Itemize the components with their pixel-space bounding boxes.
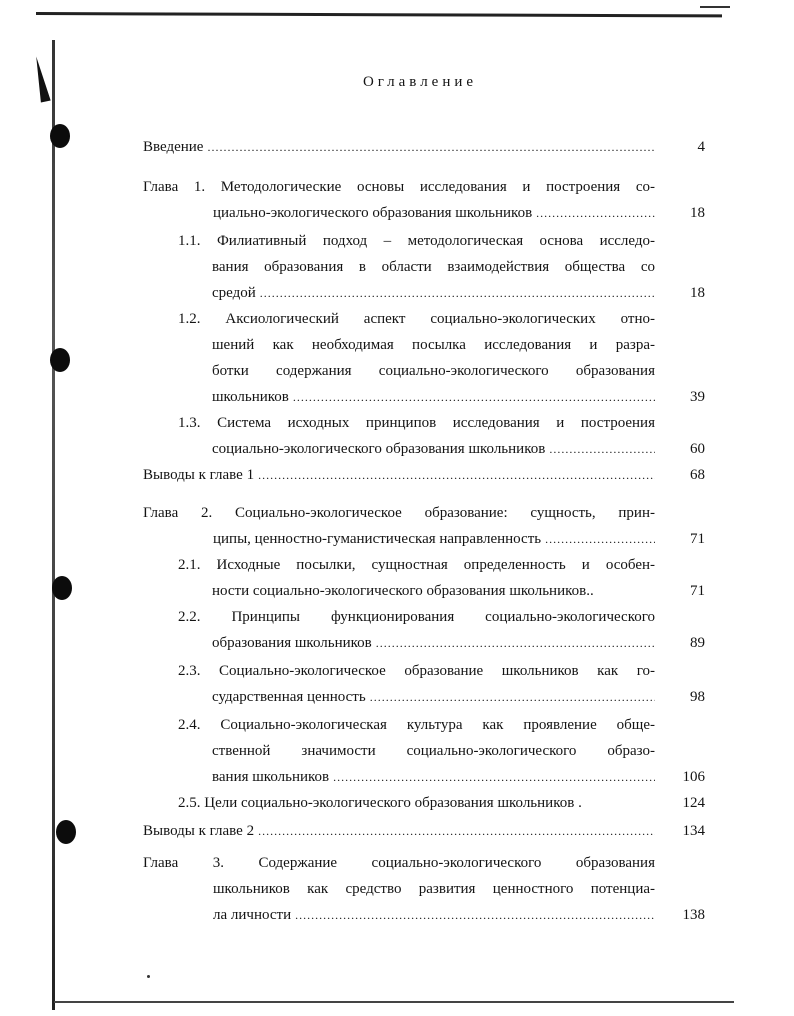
toc-entry-section-2-1[interactable] [178,552,705,604]
toc-page-number: 98 [690,689,705,705]
leader-dots [376,630,655,656]
toc-entry-text: Выводы к главе 2 [143,823,255,839]
leader-dots [258,818,655,844]
toc-entry-text: 1.2. Аксиологический аспект социально-экологических отно- [178,311,655,327]
toc-page-number: 134 [682,823,705,839]
scan-edge-bottom [54,1001,734,1003]
toc-entry-text: 1.1. Филиативный подход – методологическая основа исследо- [178,233,655,249]
toc-entry-text: сударственная ценность [212,689,366,705]
toc-entry-text: Введение [143,139,204,155]
toc-entry-conclusions-2[interactable] [143,818,705,844]
toc-entry-section-2-3[interactable] [178,658,705,710]
scan-edge-left [52,40,55,1010]
punch-hole [50,348,70,372]
toc-entry-text: Глава 2. Социально-экологическое образование: сущность, прин- [143,505,655,521]
toc-page-number: 18 [690,285,705,301]
toc-entry-text: шений как необходимая посылка исследования и разра- [212,337,655,353]
toc-entry-section-2-5[interactable] [178,790,705,816]
toc-entry-section-2-4[interactable] [178,712,705,790]
scan-edge-top [36,12,722,17]
toc-page-number: 71 [690,583,705,599]
toc-entry-text: 1.3. Система исходных принципов исследования и построения [178,415,655,431]
toc-page-number: 124 [682,795,705,811]
page-title: Оглавление [362,74,478,90]
toc-page-number: 106 [682,769,705,785]
leader-dots [545,526,655,552]
leader-dots [260,280,655,306]
leader-dots [536,200,655,226]
leader-dots [258,462,655,488]
toc-entry-text: социально-экологического образования школьников [212,441,546,457]
toc-entry-chapter-3[interactable] [143,850,705,928]
toc-page-number: 68 [690,467,705,483]
toc-entry-text: 2.5. Цели социально-экологического образования школьников . [178,795,582,811]
punch-hole [50,124,70,148]
toc-entry-text: Глава 3. Содержание социально-экологического образования [143,855,655,871]
leader-dots [293,384,655,410]
toc-page-number: 138 [682,907,705,923]
toc-entry-text: 2.4. Социально-экологическая культура как проявление обще- [178,717,655,733]
toc-entry-text: 2.1. Исходные посылки, сущностная определенность и особен- [178,557,655,573]
toc-entry-chapter-1[interactable] [143,174,705,226]
toc-entry-section-1-2[interactable] [178,306,705,410]
toc-entry-text: школьников [212,389,289,405]
toc-page-number: 4 [697,139,705,155]
toc-entry-text: циально-экологического образования школьников [213,205,533,221]
toc-entry-section-2-2[interactable] [178,604,705,656]
toc-entry-text: образования школьников [212,635,372,651]
toc-page-number: 89 [690,635,705,651]
toc-entry-text: вания школьников [212,769,330,785]
toc-entry-section-1-1[interactable] [178,228,705,306]
toc-entry-text: 2.2. Принципы функционирования социально-экологического [178,609,655,625]
toc-page-number: 18 [690,205,705,221]
toc-entry-text: ла личности [213,907,292,923]
scan-edge-top-mark [700,6,730,8]
scan-speck [147,975,150,978]
toc-entry-text: ципы, ценностно-гуманистическая направленность [213,531,542,547]
leader-dots [370,684,655,710]
toc-page-number: 71 [690,531,705,547]
toc-entry-chapter-2[interactable] [143,500,705,552]
toc-entry-text: вания образования в области взаимодействия общества со [212,259,655,275]
leader-dots [295,902,655,928]
toc-page-number: 60 [690,441,705,457]
toc-entry-text: ственной значимости социально-экологического образо- [212,743,655,759]
leader-dots [207,134,655,160]
toc-entry-text: средой [212,285,256,301]
toc-entry-section-1-3[interactable] [178,410,705,462]
toc-page-number: 39 [690,389,705,405]
toc-entry-text: школьников как средство развития ценностного потенциа- [213,881,655,897]
toc-entry-text: Выводы к главе 1 [143,467,255,483]
punch-hole [56,820,76,844]
leader-dots [549,436,655,462]
toc-entry-text: ботки содержания социально-экологического образования [212,363,655,379]
toc-entry-introduction[interactable] [143,134,705,160]
toc-entry-text: Глава 1. Методологические основы исследования и построения со- [143,179,655,195]
toc-entry-text: 2.3. Социально-экологическое образование школьников как го- [178,663,655,679]
toc-entry-text: ности социально-экологического образования школьников.. [212,583,594,599]
punch-hole [52,576,72,600]
leader-dots [333,764,655,790]
toc-entry-conclusions-1[interactable] [143,462,705,488]
